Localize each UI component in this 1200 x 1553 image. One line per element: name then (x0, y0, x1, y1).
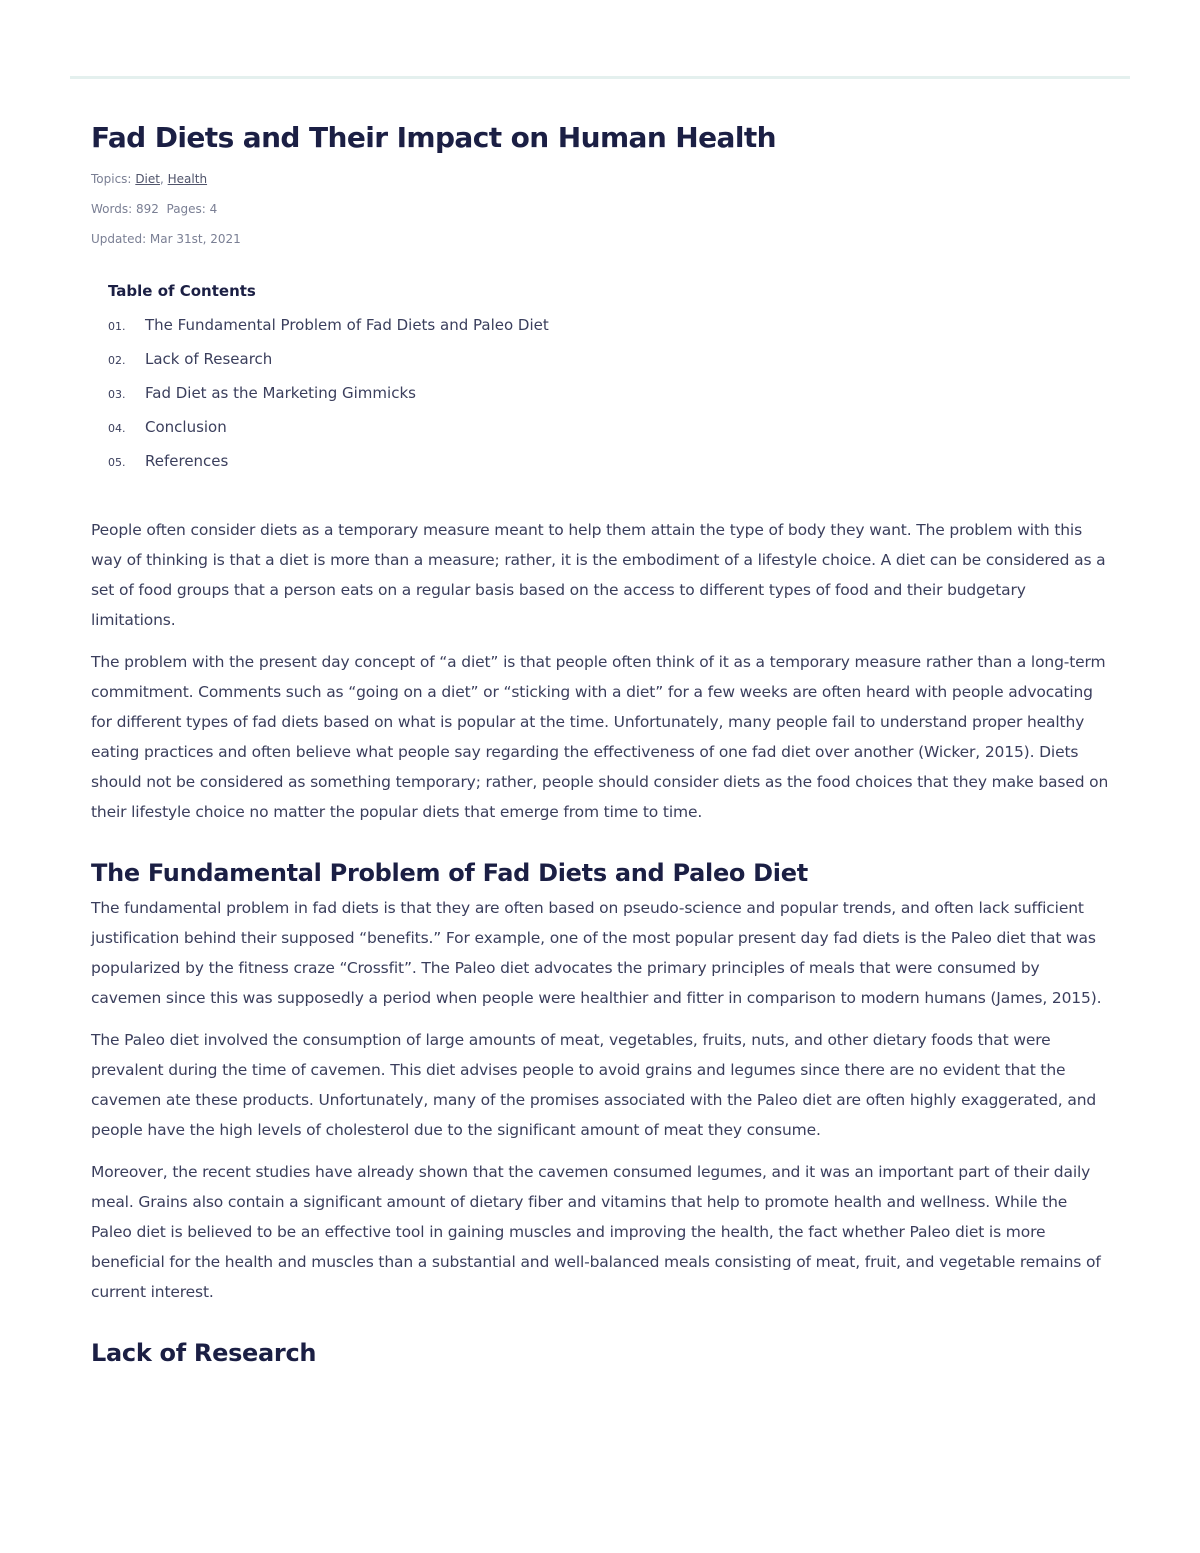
page-count: Pages: 4 (166, 202, 218, 216)
toc-item-number: 03. (108, 388, 126, 401)
section-heading-fundamental-problem: The Fundamental Problem of Fad Diets and Paleo Diet (91, 859, 808, 887)
intro-paragraph: The problem with the present day concept of “a diet” is that people often think of it as a temporary measure rather than a long-term commitment. Comments such as “going on a diet” or “sticking with a diet” for a few weeks are often heard with people advocating for different types of fad diets based on what is popular at the time. Unfortunately, many people fail to understand proper healthy eating practices and often believe what people say regarding the effectiveness of one fad diet over another (Wicker, 2015). Diets should not be considered as something temporary; rather, people should consider diets as the food choices that they make based on their lifestyle choice no matter the popular diets that emerge from time to time. (91, 653, 1109, 821)
toc-item-label[interactable]: References (145, 452, 229, 470)
table-of-contents (108, 281, 1111, 486)
updated-date: Updated: Mar 31st, 2021 (91, 232, 241, 246)
section-paragraph: The fundamental problem in fad diets is that they are often based on pseudo-science and popular trends, and often lack sufficient justification behind their supposed “benefits.” For example, one of the most popular present day fad diets is the Paleo diet that was popularized by the fitness craze “Crossfit”. The Paleo diet advocates the primary principles of meals that were consumed by cavemen since this was supposedly a period when people were healthier and fitter in comparison to modern humans (James, 2015). (91, 899, 1102, 1007)
toc-item-number: 05. (108, 456, 126, 469)
topics-label: Topics: (91, 172, 132, 186)
article-title: Fad Diets and Their Impact on Human Health (91, 121, 776, 154)
section-heading-lack-of-research: Lack of Research (91, 1339, 317, 1367)
toc-title: Table of Contents (108, 282, 256, 300)
topics-line (91, 171, 1111, 187)
intro-paragraph: People often consider diets as a temporary measure meant to help them attain the type of body they want. The problem with this way of thinking is that a diet is more than a measure; rather, it is the embodiment of a lifestyle choice. A diet can be considered as a set of food groups that a person eats on a regular basis based on the access to different types of food and their budgetary limitations. (91, 521, 1106, 629)
toc-item-label[interactable]: Lack of Research (145, 350, 273, 368)
toc-item[interactable] (108, 316, 1111, 350)
toc-item-label[interactable]: Fad Diet as the Marketing Gimmicks (145, 384, 416, 402)
toc-item[interactable] (108, 384, 1111, 418)
toc-item[interactable] (108, 418, 1111, 452)
article (91, 118, 1111, 1373)
topic-link-health[interactable]: Health (167, 172, 208, 186)
toc-item-label[interactable]: The Fundamental Problem of Fad Diets and Paleo Diet (145, 316, 549, 334)
section-paragraph: The Paleo diet involved the consumption of large amounts of meat, vegetables, fruits, nuts, and other dietary foods that were prevalent during the time of cavemen. This diet advises people to avoid grains and legumes since there are no evident that the cavemen ate these products. Unfortunately, many of the promises associated with the Paleo diet are often highly exaggerated, and people have the high levels of cholesterol due to the significant amount of meat they consume. (91, 1031, 1097, 1139)
top-divider (70, 76, 1130, 79)
toc-item-label[interactable]: Conclusion (145, 418, 227, 436)
stats-line (91, 201, 1111, 217)
topic-link-diet[interactable]: Diet (135, 172, 160, 186)
toc-item[interactable] (108, 452, 1111, 486)
topic-separator: , (159, 172, 164, 186)
article-body (91, 515, 1111, 1371)
word-count: Words: 892 (91, 202, 159, 216)
toc-item-number: 02. (108, 354, 126, 367)
toc-item-number: 01. (108, 320, 126, 333)
toc-item[interactable] (108, 350, 1111, 384)
toc-list (108, 316, 1111, 486)
toc-item-number: 04. (108, 422, 126, 435)
section-paragraph: Moreover, the recent studies have already shown that the cavemen consumed legumes, and it was an important part of their daily meal. Grains also contain a significant amount of dietary fiber and vitamins that help to promote health and wellness. While the Paleo diet is believed to be an effective tool in gaining muscles and improving the health, the fact whether Paleo diet is more beneficial for the health and muscles than a substantial and well-balanced meals consisting of meat, fruit, and vegetable remains of current interest. (91, 1163, 1101, 1301)
